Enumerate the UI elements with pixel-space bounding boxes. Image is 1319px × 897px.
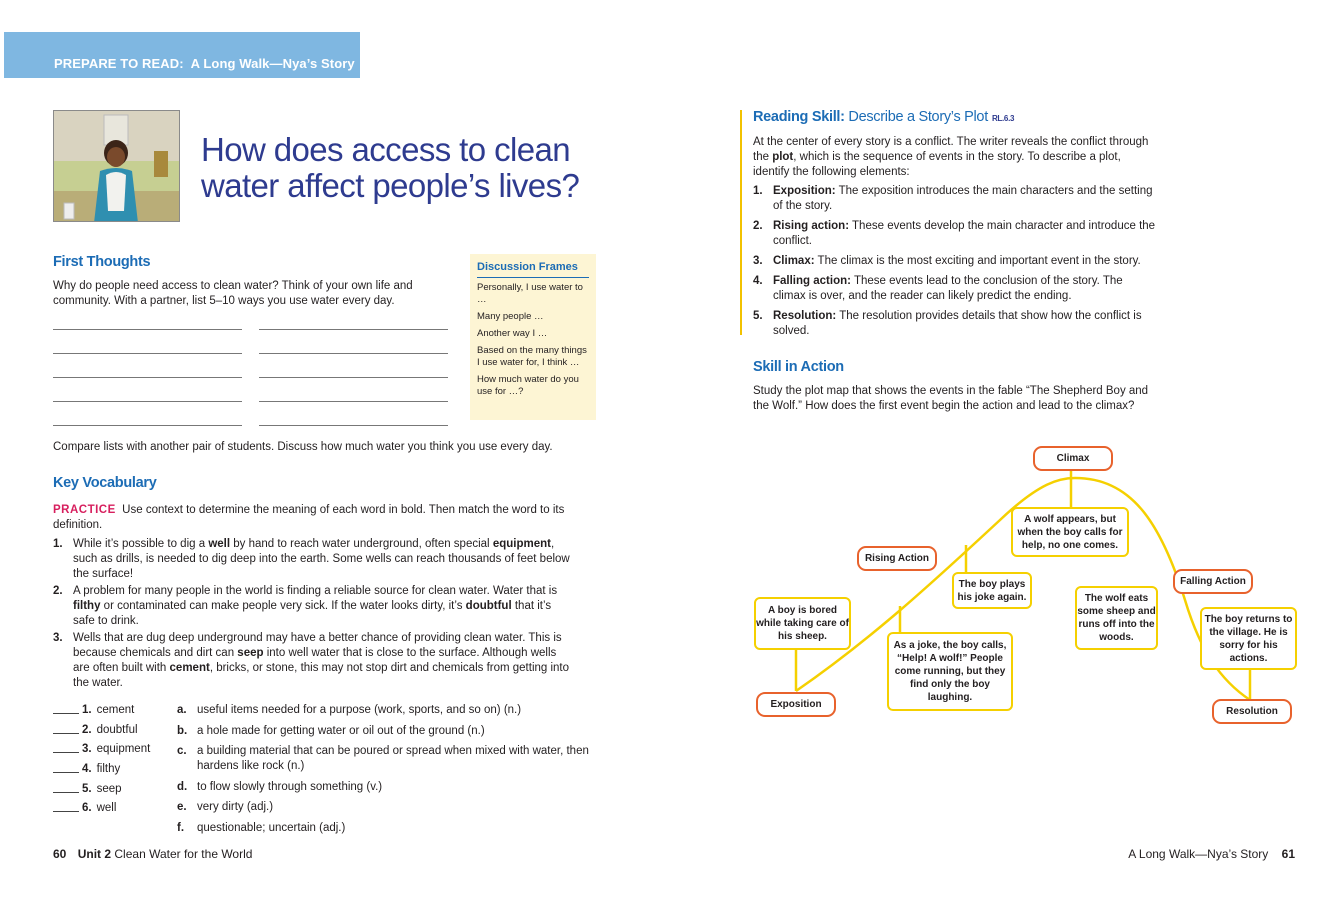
skill-in-action-heading: Skill in Action xyxy=(753,359,844,375)
page-number-right: 61 xyxy=(1281,847,1295,861)
discussion-frame: Many people … xyxy=(477,311,544,322)
event-joke-call: As a joke, the boy calls, “Help! A wolf!” People come running, but they find only the boy laughing. xyxy=(887,632,1013,711)
vocab-context-list xyxy=(53,537,573,693)
key-vocabulary-heading: Key Vocabulary xyxy=(53,475,157,491)
definition-row: c. a building material that can be poured or spread when mixed with water, then hardens like rock (n.) xyxy=(177,745,589,772)
reading-skill-accent-bar xyxy=(740,110,742,335)
first-thoughts-followup: Compare lists with another pair of students. Discuss how much water you think you use every day. xyxy=(53,441,553,453)
reading-skill-heading: Reading Skill: Describe a Story’s Plot RL.6.3 xyxy=(753,109,1015,125)
definition-row: d. to flow slowly through something (v.) xyxy=(177,780,383,793)
section-banner xyxy=(4,32,360,78)
discussion-frame: Based on the many things I use water for, I think … xyxy=(477,345,587,368)
story-title: A Long Walk—Nya’s Story xyxy=(1128,847,1269,861)
standard-code: RL.6.3 xyxy=(991,114,1015,123)
footer-right xyxy=(1128,847,1295,862)
writing-line[interactable] xyxy=(53,377,242,378)
practice-text: Use context to determine the meaning of each word in bold. Then match the word to its definition. xyxy=(53,504,565,531)
plot-elements-list xyxy=(753,184,1158,344)
answer-blank[interactable] xyxy=(53,762,79,773)
definition-row: e. very dirty (adj.) xyxy=(177,801,274,813)
first-thoughts-prompt: Why do people need access to clean water? Think of your own life and community. With a partner, list 5–10 ways you use water every day. xyxy=(53,280,413,307)
vocab-context-item: 2. A problem for many people in the world is finding a reliable source for clean water. Water that is filthy or contaminated can make people very sick. If the water looks dirty, it’s doubtful that it’s safe to drink. xyxy=(53,585,558,627)
plot-element-item: 5. Resolution: The resolution provides details that show how the conflict is solved. xyxy=(753,310,1142,337)
vocab-word-row: 3. equipment xyxy=(53,741,173,761)
skill-in-action-text: Study the plot map that shows the events in the fable “The Shepherd Boy and the Wolf.” How does the first event begin the action and lead to the climax? xyxy=(753,385,1149,412)
falling-action-label: Falling Action xyxy=(1173,569,1253,594)
writing-line[interactable] xyxy=(259,377,448,378)
answer-blank[interactable] xyxy=(53,703,79,714)
banner-title: A Long Walk—Nya’s Story xyxy=(190,56,355,71)
writing-line[interactable] xyxy=(259,425,448,426)
unit-label: Unit 2 xyxy=(77,847,112,861)
discussion-frames-title: Discussion Frames xyxy=(477,260,589,278)
vocab-word-row: 2. doubtful xyxy=(53,722,173,742)
plot-element-item: 4. Falling action: These events lead to the conclusion of the story. The climax is over, and the reader can likely predict the ending. xyxy=(753,275,1123,302)
vocab-word-row: 4. filthy xyxy=(53,761,173,781)
event-joke-again: The boy plays his joke again. xyxy=(952,572,1032,609)
page-number-left: 60 xyxy=(53,847,67,861)
writing-line[interactable] xyxy=(259,353,448,354)
discussion-frames-box xyxy=(470,254,596,420)
unit-title: Clean Water for the World xyxy=(114,847,253,861)
footer-left xyxy=(53,847,252,862)
hero-illustration xyxy=(53,110,180,222)
vocab-word-row: 6. well xyxy=(53,800,173,820)
girl-carrying-water-illustration xyxy=(54,111,180,222)
definition-row: b. a hole made for getting water or oil out of the ground (n.) xyxy=(177,724,485,737)
writing-line[interactable] xyxy=(259,401,448,402)
banner-prefix: PREPARE TO READ: xyxy=(54,56,184,71)
vocab-word-list xyxy=(53,702,173,820)
banner-text xyxy=(54,56,355,71)
practice-label: PRACTICE xyxy=(53,504,116,516)
exposition-label: Exposition xyxy=(756,692,836,717)
discussion-frame: Personally, I use water to … xyxy=(477,282,583,305)
plot-element-item: 2. Rising action: These events develop the main character and introduce the conflict. xyxy=(753,220,1156,247)
vocab-context-item: 3. Wells that are dug deep underground may have a better chance of providing clean water. This is because chemicals and dirt can seep into well water that is close to the surface. Although wells are often built with cement, bricks, or stone, this may not stop dirt and chemicals from getting into the water. xyxy=(53,632,570,689)
vocab-definition-list xyxy=(177,702,597,840)
vocab-context-item: 1. While it’s possible to dig a well by hand to reach water underground, often special equipment, such as drills, is needed to dig deep into the earth. Some wells can reach thousands of feet below the surface! xyxy=(53,538,570,580)
writing-line[interactable] xyxy=(259,329,448,330)
resolution-label: Resolution xyxy=(1212,699,1292,724)
vocab-word-row: 1. cement xyxy=(53,702,173,722)
plot-element-item: 1. Exposition: The exposition introduces the main characters and the setting of the story. xyxy=(753,185,1153,212)
essential-question: How does access to clean water affect people’s lives? xyxy=(201,131,580,204)
answer-blank[interactable] xyxy=(53,742,79,753)
writing-line[interactable] xyxy=(53,401,242,402)
definition-row: f. questionable; uncertain (adj.) xyxy=(177,821,346,834)
plot-arc-line xyxy=(796,478,1250,700)
event-exposition: A boy is bored while taking care of his sheep. xyxy=(754,597,851,650)
discussion-frame: Another way I … xyxy=(477,328,548,339)
climax-label: Climax xyxy=(1033,446,1113,471)
rising-action-label: Rising Action xyxy=(857,546,937,571)
discussion-frame: How much water do you use for …? xyxy=(477,374,579,397)
event-falling: The wolf eats some sheep and runs off into the woods. xyxy=(1075,586,1158,650)
vocab-word-row: 5. seep xyxy=(53,781,173,801)
first-thoughts-heading: First Thoughts xyxy=(53,254,151,270)
answer-blank[interactable] xyxy=(53,723,79,734)
practice-instructions xyxy=(53,503,573,533)
answer-blank[interactable] xyxy=(53,782,79,793)
answer-blank[interactable] xyxy=(53,801,79,812)
plot-element-item: 3. Climax: The climax is the most exciting and important event in the story. xyxy=(753,255,1141,267)
definition-row: a. useful items needed for a purpose (work, sports, and so on) (n.) xyxy=(177,704,522,716)
writing-line[interactable] xyxy=(53,353,242,354)
event-climax: A wolf appears, but when the boy calls for help, no one comes. xyxy=(1011,507,1129,557)
event-resolution: The boy returns to the village. He is sorry for his actions. xyxy=(1200,607,1297,670)
reading-skill-intro: At the center of every story is a conflict. The writer reveals the conflict through the plot, which is the sequence of events in the story. To describe a plot, identify the following elements: xyxy=(753,136,1149,178)
writing-line[interactable] xyxy=(53,425,242,426)
writing-line[interactable] xyxy=(53,329,242,330)
